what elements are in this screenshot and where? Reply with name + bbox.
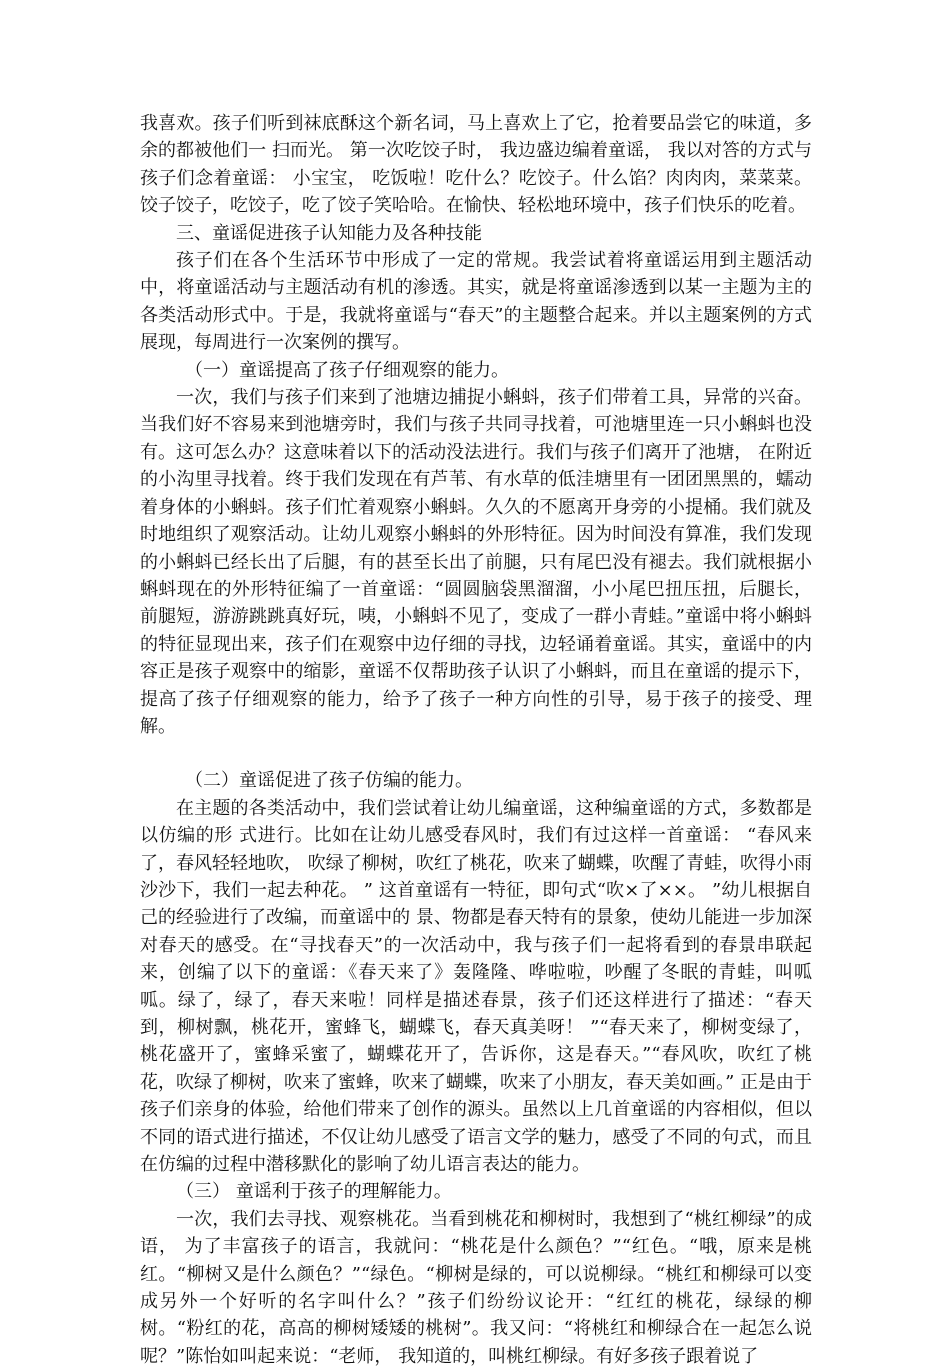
paragraph-section-3-intro: 孩子们在各个生活环节中形成了一定的常规。我尝试着将童谣运用到主题活动中，将童谣活动与主题活动有机的渗透。其实，就是将童谣渗透到以某一主题为主的各类活动形式中。于是，我就将童谣与“春天”的主题整合起来。并以主题案例的方式展现，每周进行一次案例的撰写。 <box>140 250 812 354</box>
subheading-2: （二）童谣促进了孩子仿编的能力。 <box>185 770 473 792</box>
subheading-1: （一）童谣提高了孩子仔细观察的能力。 <box>185 359 509 381</box>
paragraph-intro: 我喜欢。孩子们听到袜底酥这个新名词，马上喜欢上了它，抢着要品尝它的味道，多余的都被他们一 扫而光。 第一次吃饺子时， 我边盛边编着童谣， 我以对答的方式与孩子们念着童谣： 小宝宝， 吃饭啦！吃什么？吃饺子。什么馅？肉肉肉，菜菜菜。饺子饺子，吃饺子，吃了饺子笑哈哈。在愉快、轻松地环境中，孩子们快乐的吃着。 <box>140 113 812 217</box>
subheading-3: （三） 童谣利于孩子的理解能力。 <box>176 1181 452 1203</box>
document-body <box>140 110 812 1370</box>
section-heading-3: 三、童谣促进孩子认知能力及各种技能 <box>176 222 482 244</box>
paragraph-imitation: 在主题的各类活动中，我们尝试着让幼儿编童谣，这种编童谣的方式，多数都是以仿编的形 式进行。比如在让幼儿感受春风时，我们有过这样一首童谣： “春风来了，春风轻轻地吹， 吹绿了柳树，吹红了桃花，吹来了蝴蝶，吹醒了青蛙，吹得小雨沙沙下，我们一起去种花。 ” 这首童谣有一特征，即句式“吹×了××。 ”幼儿根据自己的经验进行了改编，而童谣中的 景、物都是春天特有的景象，使幼儿能进一步加深对春天的感受。在“寻找春天”的一次活动中，我与孩子们一起将看到的春景串联起来，创编了以下的童谣：《春天来了》轰隆隆、哗啦啦，吵醒了冬眠的青蛙，叫呱呱。绿了，绿了，春天来啦！同样是描述春景，孩子们还这样进行了描述：“春天到，柳树飘，桃花开，蜜蜂飞，蝴蝶飞，春天真美呀！ ”“春天来了，柳树变绿了，桃花盛开了，蜜蜂采蜜了，蝴蝶花开了，告诉你，这是春天。”“春风吹，吹红了桃花，吹绿了柳树，吹来了蜜蜂，吹来了蝴蝶，吹来了小朋友，春天美如画。” 正是由于孩子们亲身的体验，给他们带来了创作的源头。虽然以上几首童谣的内容相似，但以不同的语式进行描述，不仅让幼儿感受了语言文学的魅力，感受了不同的句式，而且在仿编的过程中潜移默化的影响了幼儿语言表达的能力。 <box>140 797 812 1176</box>
paragraph-understanding: 一次，我们去寻找、观察桃花。当看到桃花和柳树时，我想到了“桃红柳绿”的成语， 为了丰富孩子的语言，我就问：“桃花是什么颜色？”“红色。“哦，原来是桃红。“柳树又是什么颜色？”“绿色。“柳树是绿的，可以说柳绿。“桃红和柳绿可以变成另外一个好听的名字叫什么？”孩子们纷纷议论开：“红红的桃花，绿绿的柳树。“粉红的花，高高的柳树矮矮的桃树”。我又问：“将桃红和柳绿合在一起怎么说呢？”陈怡如叫起来说：“老师， 我知道的，叫桃红柳绿。有好多孩子跟着说了 <box>140 1208 812 1367</box>
paragraph-observation: 一次，我们与孩子们来到了池塘边捕捉小蝌蚪，孩子们带着工具，异常的兴奋。当我们好不容易来到池塘旁时，我们与孩子共同寻找着，可池塘里连一只小蝌蚪也没有。这可怎么办？这意味着以下的活动没法进行。我们与孩子们离开了池塘， 在附近的小沟里寻找着。终于我们发现在有芦苇、有水草的低洼塘里有一团团黑黑的，蠕动着身体的小蝌蚪。孩子们忙着观察小蝌蚪。久久的不愿离开身旁的小提桶。我们就及时地组织了观察活动。让幼儿观察小蝌蚪的外形特征。因为时间没有算准，我们发现的小蝌蚪已经长出了后腿，有的甚至长出了前腿，只有尾巴没有褪去。我们就根据小蝌蚪现在的外形特征编了一首童谣：“圆圆脑袋黑溜溜，小小尾巴扭压扭，后腿长，前腿短，游游跳跳真好玩，咦，小蝌蚪不见了，变成了一群小青蛙。”童谣中将小蝌蚪的特征显现出来，孩子们在观察中边仔细的寻找，边轻诵着童谣。其实，童谣中的内容正是孩子观察中的缩影，童谣不仅帮助孩子认识了小蝌蚪，而且在童谣的提示下，提高了孩子仔细观察的能力，给予了孩子一种方向性的引导，易于孩子的接受、理解。 <box>140 387 812 737</box>
paragraph-gap <box>140 740 812 767</box>
